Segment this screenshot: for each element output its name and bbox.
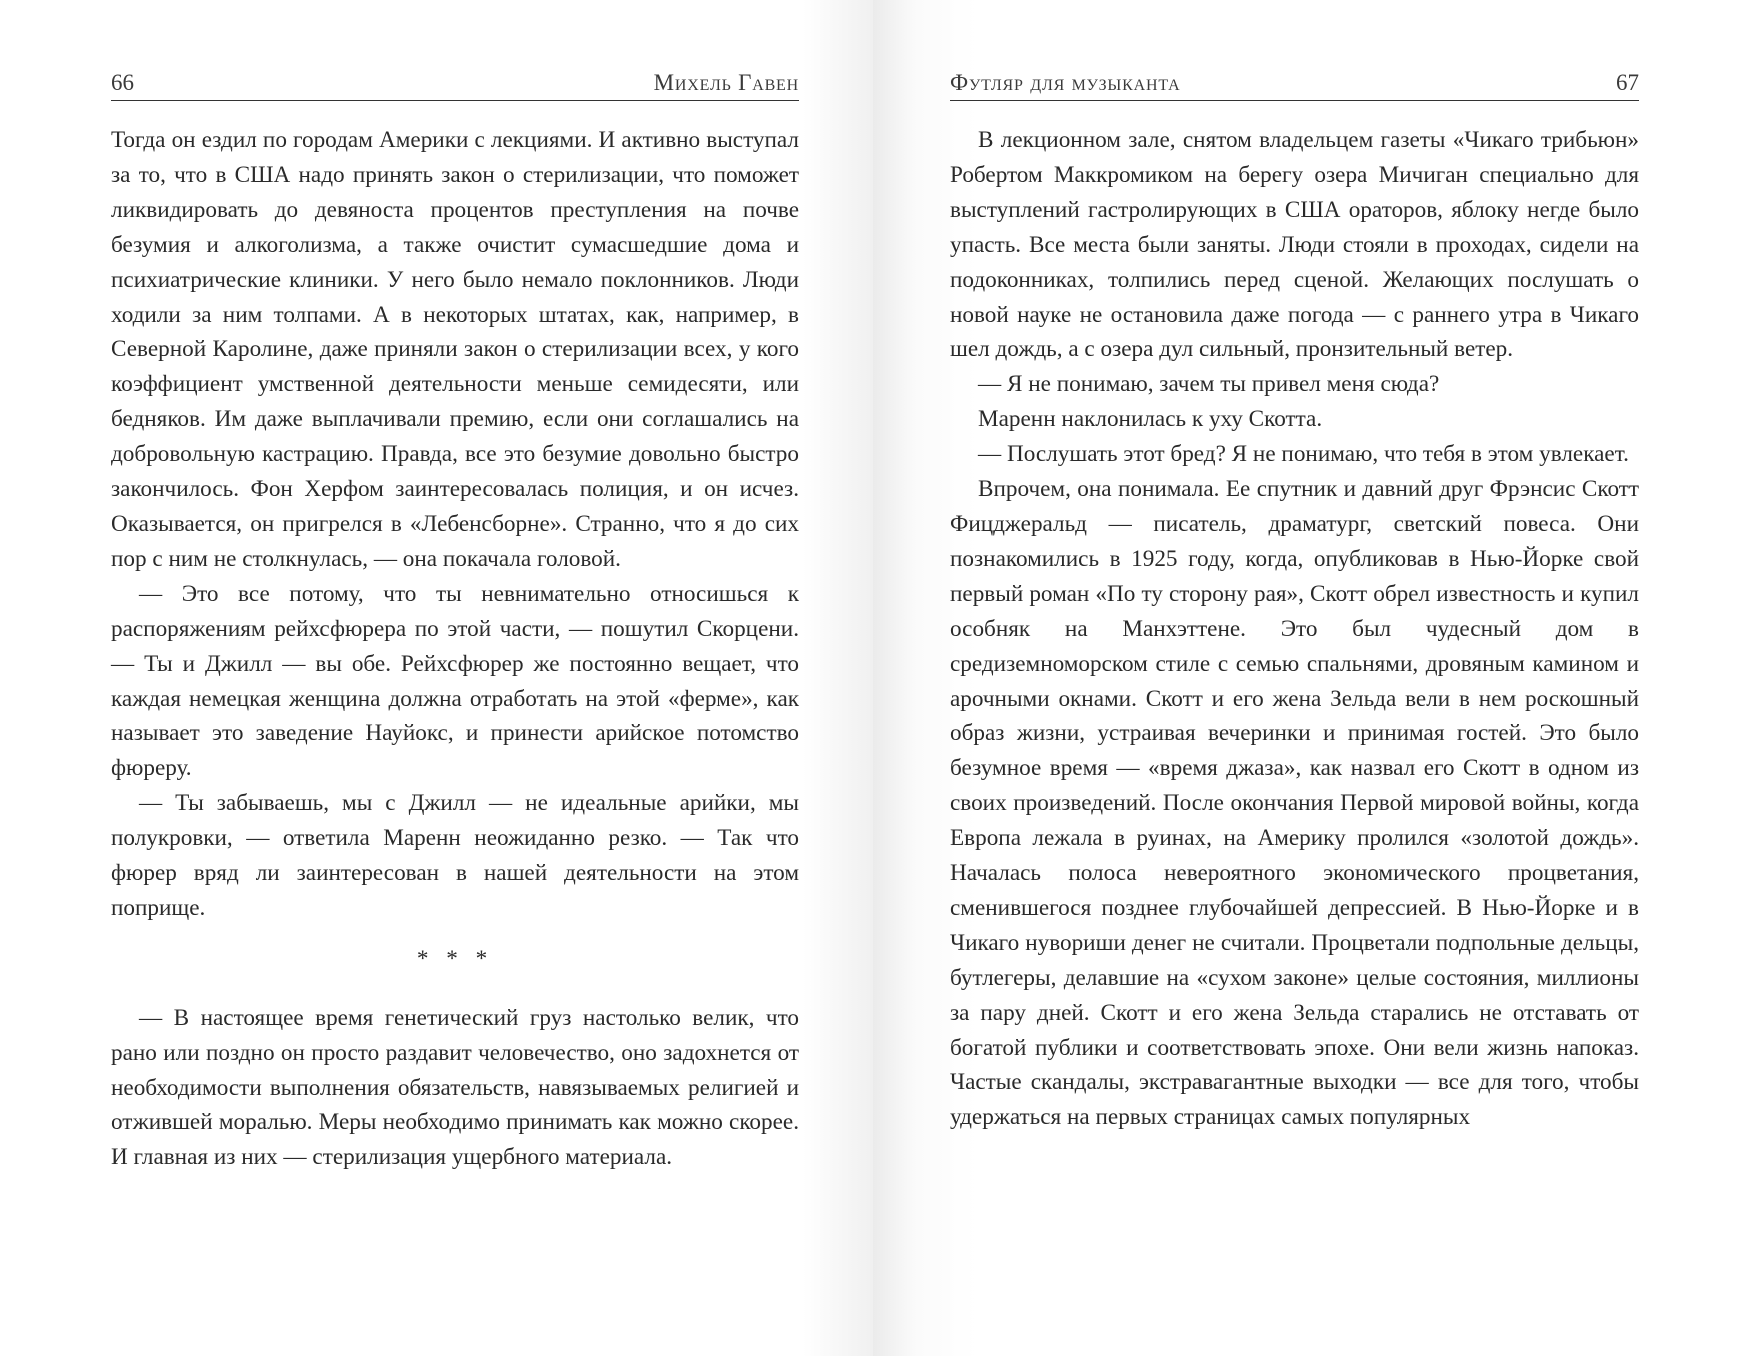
right-page-number: 67 [1616, 70, 1639, 95]
right-running-title: Футляр для музыканта [950, 70, 1181, 95]
paragraph: — Это все потому, что ты невнимательно относишься к распоряжениям рейхсфюрера по этой части, — пошутил Скорцени. — Ты и Джилл — вы обе. Рейхсфюрер же постоянно вещает, что каждая немецкая женщина должна отработать на этой «ферме», как называет это заведение Науйокс, и принести арийское потомство фюреру. [111, 580, 799, 782]
paragraph: Впрочем, она понимала. Ее спутник и давний друг Фрэнсис Скотт Фицджеральд — писатель, драматург, светский повеса. Они познакомились в 1925 году, когда, опубликовав в Нью-Йорке свой первый роман «По ту сторону рая», Скотт обрел известность и купил особняк на Манхэттене. Это был чудесный дом в средиземноморском стиле с семью спальнями, дровяным камином и арочными окнами. Скотт и его жена Зельда вели в нем роскошный образ жизни, устраивая вечеринки и принимая гостей. Это было безумное время — «время джаза», как назвал его Скотт в одном из своих произведений. После окончания Первой мировой войны, когда Европа лежала в руинах, на Америку пролился «золотой дождь». Началась полоса невероятного экономического процветания, сменившегося позднее глубочайшей депрессией. В Нью-Йорке и в Чикаго нувориши денег не считали. Процветали подпольные дельцы, бутлегеры, делавшие на «сухом законе» целые состояния, миллионы за пару дней. Скотт и его жена Зельда старались не отставать от богатой публики и соответствовать эпохе. Они вели жизнь напоказ. Частые скандалы, экстравагантные выходки — все для того, чтобы удержаться на первых страницах самых популярных [950, 476, 1639, 1131]
paragraph: — Я не понимаю, зачем ты привел меня сюда? [978, 371, 1440, 398]
right-page [873, 0, 1746, 1356]
paragraph: В лекционном зале, снятом владельцем газеты «Чикаго трибьюн» Робертом Маккромиком на берегу озера Мичиган специально для выступлений гастролирующих в США ораторов, яблоку негде было упасть. Все места были заняты. Люди стояли в проходах, сидели на подоконниках, толпились перед сценой. Желающих послушать о новой науке не остановила даже погода — с раннего утра в Чикаго шел дождь, а с озера дул сильный, пронзительный ветер. [950, 127, 1639, 363]
left-page-body [111, 123, 799, 1175]
paragraph: — Послушать этот бред? Я не понимаю, что тебя в этом увлекает. [978, 441, 1629, 468]
paragraph: Тогда он ездил по городам Америки с лекциями. И активно выступал за то, что в США надо принять закон о стерилизации, что поможет ликвидировать до девяноста процентов преступления на почве безумия и алкоголизма, а также очистит сумасшедшие дома и психиатрические клиники. У него было немало поклонников. Люди ходили за ним толпами. А в некоторых штатах, как, например, в Северной Каролине, даже приняли закон о стерилизации всех, у кого коэффициент умственной деятельности меньше семидесяти, или бедняков. Им даже выплачивали премию, если они соглашались на добровольную кастрацию. Правда, все это безумие довольно быстро закончилось. Фон Херфом заинтересовалась полиция, и он исчез. Оказывается, он пригрелся в «Лебенсборне». Странно, что я до сих пор с ним не столкнулась, — она покачала головой. [111, 127, 799, 572]
left-running-title: Михель Гавен [653, 70, 799, 95]
paragraph: Маренн наклонилась к уху Скотта. [978, 406, 1323, 433]
paragraph: — Ты забываешь, мы с Джилл — не идеальные арийки, мы полукровки, — ответила Маренн неожиданно резко. — Так что фюрер вряд ли заинтересован в нашей деятельности на этом поприще. [111, 790, 799, 921]
left-page-header [111, 68, 799, 101]
section-separator: * * * [416, 945, 494, 972]
paragraph: — В настоящее время генетический груз настолько велик, что рано или поздно он просто раздавит человечество, оно задохнется от необходимости выполнения обязательств, навязываемых религией и отжившей моралью. Меры необходимо принимать как можно скорее. И главная из них — стерилизация ущербного материала. [111, 1004, 799, 1171]
right-page-header [950, 68, 1639, 101]
right-page-body [950, 123, 1639, 1135]
left-page-number: 66 [111, 70, 134, 95]
